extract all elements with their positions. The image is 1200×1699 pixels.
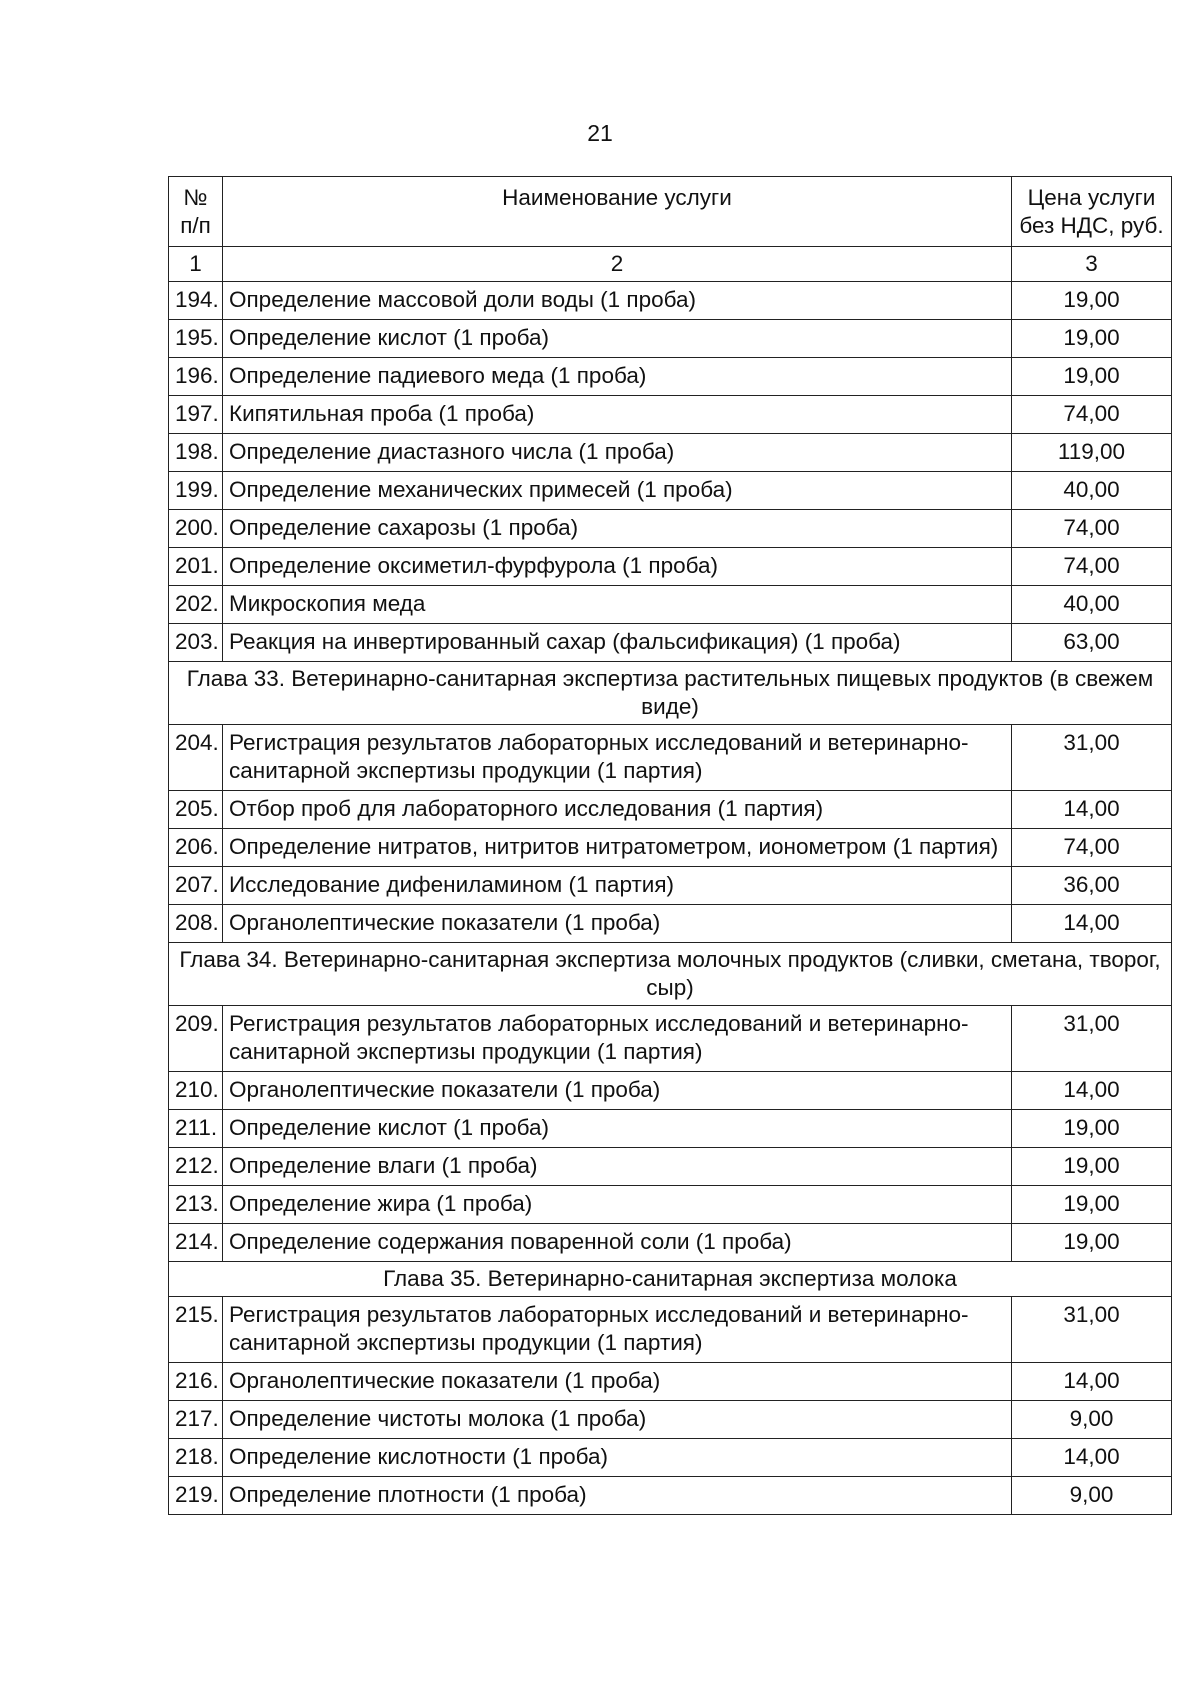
header-row (169, 177, 1172, 247)
table-row (169, 1401, 1172, 1439)
table-row (169, 725, 1172, 791)
service-price: 19,00 (1012, 320, 1172, 358)
row-number: 203. (169, 624, 223, 662)
table-row (169, 624, 1172, 662)
service-price: 14,00 (1012, 1363, 1172, 1401)
table-header (169, 177, 1172, 282)
service-name: Органолептические показатели (1 проба) (223, 905, 1012, 943)
service-name: Регистрация результатов лабораторных исследований и ветеринарно-санитарной экспертизы продукции (1 партия) (223, 725, 1012, 791)
header-name-text: Наименование услуги (502, 185, 732, 210)
table-row (169, 905, 1172, 943)
service-price: 14,00 (1012, 791, 1172, 829)
service-name: Определение сахарозы (1 проба) (223, 510, 1012, 548)
row-number: 204. (169, 725, 223, 791)
column-index-2: 2 (223, 247, 1012, 282)
table-body (169, 282, 1172, 1515)
service-name: Определение падиевого меда (1 проба) (223, 358, 1012, 396)
service-price: 31,00 (1012, 1006, 1172, 1072)
table-row (169, 1110, 1172, 1148)
chapter-title: Глава 34. Ветеринарно-санитарная экспертиза молочных продуктов (сливки, сметана, творог, сыр) (169, 943, 1172, 1006)
table-row (169, 1186, 1172, 1224)
service-name: Определение жира (1 проба) (223, 1186, 1012, 1224)
service-price: 19,00 (1012, 1224, 1172, 1262)
row-number: 209. (169, 1006, 223, 1072)
table-row (169, 1297, 1172, 1363)
row-number: 195. (169, 320, 223, 358)
service-price: 9,00 (1012, 1401, 1172, 1439)
service-price: 31,00 (1012, 1297, 1172, 1363)
service-name: Органолептические показатели (1 проба) (223, 1363, 1012, 1401)
row-number: 202. (169, 586, 223, 624)
table-row (169, 282, 1172, 320)
service-name: Определение кислот (1 проба) (223, 320, 1012, 358)
service-name: Определение кислотности (1 проба) (223, 1439, 1012, 1477)
row-number: 197. (169, 396, 223, 434)
service-price: 40,00 (1012, 472, 1172, 510)
service-name: Органолептические показатели (1 проба) (223, 1072, 1012, 1110)
service-price: 19,00 (1012, 1186, 1172, 1224)
row-number: 215. (169, 1297, 223, 1363)
column-index-row (169, 247, 1172, 282)
service-price: 74,00 (1012, 829, 1172, 867)
row-number: 213. (169, 1186, 223, 1224)
chapter-row (169, 662, 1172, 725)
chapter-title: Глава 33. Ветеринарно-санитарная экспертиза растительных пищевых продуктов (в свежем виде) (169, 662, 1172, 725)
service-name: Определение влаги (1 проба) (223, 1148, 1012, 1186)
service-name: Определение нитратов, нитритов нитратометром, ионометром (1 партия) (223, 829, 1012, 867)
table-row (169, 510, 1172, 548)
table-row (169, 1224, 1172, 1262)
service-name: Определение плотности (1 проба) (223, 1477, 1012, 1515)
row-number: 194. (169, 282, 223, 320)
service-price: 19,00 (1012, 358, 1172, 396)
service-name: Исследование дифениламином (1 партия) (223, 867, 1012, 905)
row-number: 198. (169, 434, 223, 472)
table-row (169, 434, 1172, 472)
service-price: 63,00 (1012, 624, 1172, 662)
header-num-text: № п/п (180, 185, 211, 238)
table-row (169, 1477, 1172, 1515)
service-name: Определение массовой доли воды (1 проба) (223, 282, 1012, 320)
header-price-text: Цена услуги без НДС, руб. (1019, 185, 1164, 238)
chapter-row (169, 1262, 1172, 1297)
service-price: 14,00 (1012, 1072, 1172, 1110)
chapter-row (169, 943, 1172, 1006)
price-table (168, 176, 1172, 1515)
service-price: 119,00 (1012, 434, 1172, 472)
table-row (169, 1363, 1172, 1401)
row-number: 206. (169, 829, 223, 867)
page-number: 21 (587, 120, 613, 146)
service-name: Определение диастазного числа (1 проба) (223, 434, 1012, 472)
service-price: 14,00 (1012, 1439, 1172, 1477)
service-price: 19,00 (1012, 282, 1172, 320)
service-name: Микроскопия меда (223, 586, 1012, 624)
service-name: Кипятильная проба (1 проба) (223, 396, 1012, 434)
service-name: Определение оксиметил-фурфурола (1 проба) (223, 548, 1012, 586)
row-number: 219. (169, 1477, 223, 1515)
row-number: 201. (169, 548, 223, 586)
table-row (169, 1006, 1172, 1072)
service-price: 19,00 (1012, 1110, 1172, 1148)
table-row (169, 1148, 1172, 1186)
service-price: 31,00 (1012, 725, 1172, 791)
table-row (169, 586, 1172, 624)
service-price: 14,00 (1012, 905, 1172, 943)
service-price: 36,00 (1012, 867, 1172, 905)
service-name: Определение чистоты молока (1 проба) (223, 1401, 1012, 1439)
table-row (169, 358, 1172, 396)
table-row (169, 396, 1172, 434)
service-price: 74,00 (1012, 396, 1172, 434)
table-row (169, 791, 1172, 829)
row-number: 207. (169, 867, 223, 905)
header-price (1012, 177, 1172, 247)
service-name: Реакция на инвертированный сахар (фальсификация) (1 проба) (223, 624, 1012, 662)
row-number: 205. (169, 791, 223, 829)
row-number: 210. (169, 1072, 223, 1110)
table-row (169, 548, 1172, 586)
table-row (169, 320, 1172, 358)
service-price: 19,00 (1012, 1148, 1172, 1186)
service-name: Регистрация результатов лабораторных исследований и ветеринарно-санитарной экспертизы продукции (1 партия) (223, 1297, 1012, 1363)
service-price: 74,00 (1012, 510, 1172, 548)
service-name: Отбор проб для лабораторного исследования (1 партия) (223, 791, 1012, 829)
table-row (169, 829, 1172, 867)
row-number: 208. (169, 905, 223, 943)
header-num (169, 177, 223, 247)
column-index-3: 3 (1012, 247, 1172, 282)
chapter-title: Глава 35. Ветеринарно-санитарная экспертиза молока (169, 1262, 1172, 1297)
row-number: 199. (169, 472, 223, 510)
service-price: 40,00 (1012, 586, 1172, 624)
service-name: Определение содержания поваренной соли (1 проба) (223, 1224, 1012, 1262)
table-row (169, 867, 1172, 905)
row-number: 218. (169, 1439, 223, 1477)
header-name (223, 177, 1012, 247)
service-name: Определение кислот (1 проба) (223, 1110, 1012, 1148)
row-number: 216. (169, 1363, 223, 1401)
table-row (169, 1072, 1172, 1110)
table-row (169, 1439, 1172, 1477)
row-number: 200. (169, 510, 223, 548)
table-row (169, 472, 1172, 510)
service-price: 74,00 (1012, 548, 1172, 586)
row-number: 212. (169, 1148, 223, 1186)
service-name: Определение механических примесей (1 проба) (223, 472, 1012, 510)
row-number: 211. (169, 1110, 223, 1148)
row-number: 217. (169, 1401, 223, 1439)
service-price: 9,00 (1012, 1477, 1172, 1515)
row-number: 214. (169, 1224, 223, 1262)
row-number: 196. (169, 358, 223, 396)
column-index-1: 1 (169, 247, 223, 282)
service-name: Регистрация результатов лабораторных исследований и ветеринарно-санитарной экспертизы продукции (1 партия) (223, 1006, 1012, 1072)
